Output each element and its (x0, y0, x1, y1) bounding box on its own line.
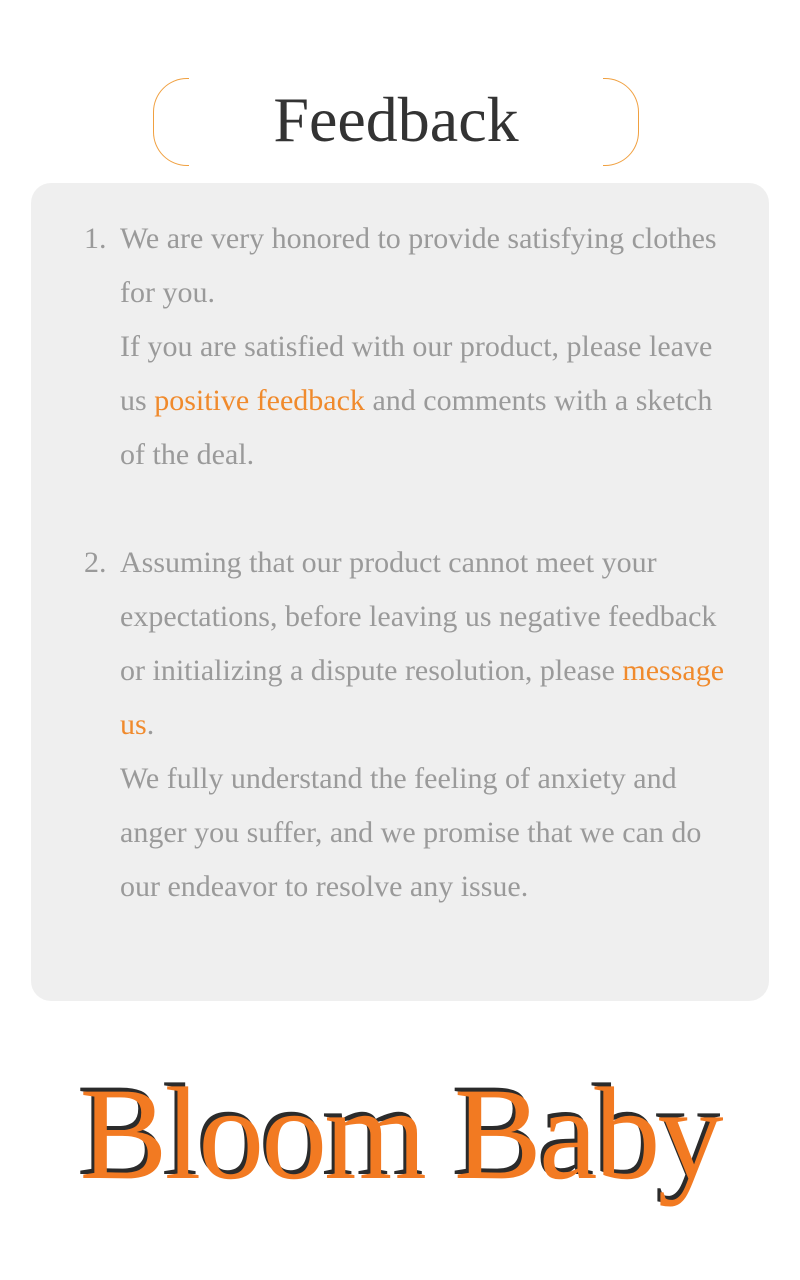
positive-feedback-highlight: positive feedback (154, 384, 365, 417)
title-section (150, 78, 642, 170)
text-segment: . (146, 708, 155, 741)
text-segment: If you are satisfied with our product, please leave us (120, 330, 713, 417)
brand-logo: Bloom Baby (79, 1060, 721, 1207)
item-paragraph: We are very honored to provide satisfying clothes for you. (120, 222, 717, 309)
list-item (0, 536, 800, 914)
text-segment: and comments with a sketch of the deal. (120, 384, 713, 471)
message-us-highlight: message us (120, 654, 725, 741)
page-title: Feedback (273, 84, 519, 155)
list-item (0, 212, 800, 482)
text-segment: Assuming that our product cannot meet your expectations, before leaving us negative feedback or initializing a dispute resolution, please (120, 546, 717, 687)
item-number: 1. (84, 222, 107, 255)
item-paragraph (120, 320, 740, 482)
item-paragraph (120, 536, 740, 752)
feedback-list (0, 212, 800, 914)
item-number: 2. (84, 546, 107, 579)
item-paragraph: We fully understand the feeling of anxiety and anger you suffer, and we promise that we can do our endeavor to resolve any issue. (120, 762, 702, 903)
